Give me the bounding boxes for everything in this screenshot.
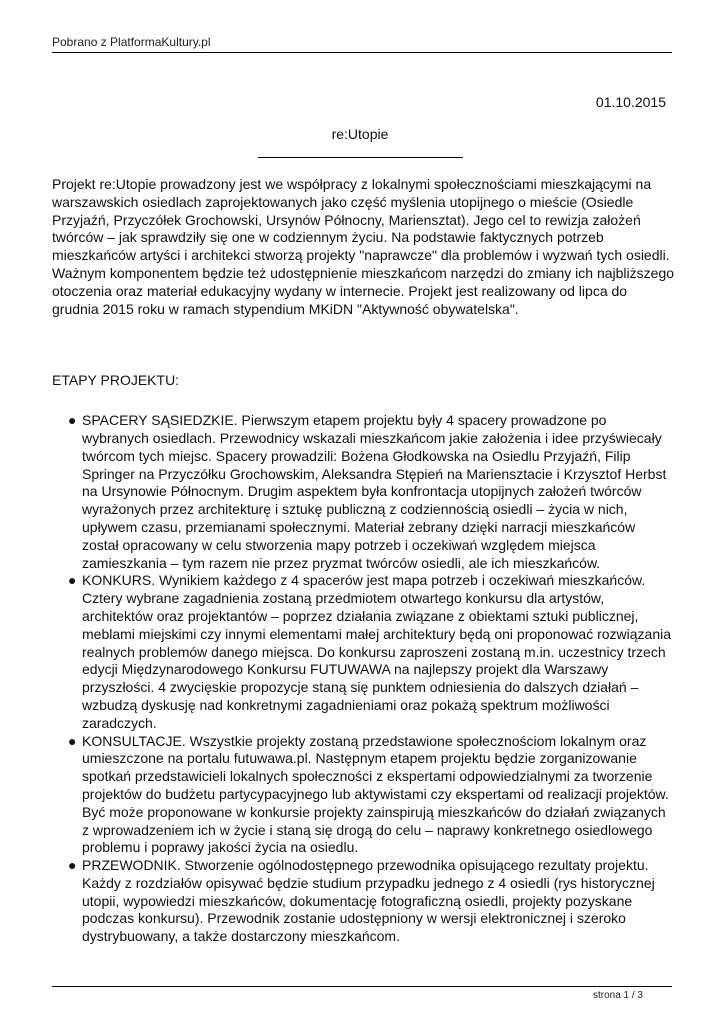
intro-paragraph: Projekt re:Utopie prowadzony jest we współpracy z lokalnymi społecznościami mieszkającymi na warszawskich osiedlach zaprojektowanych jako część myślenia utopijnego o mieście (Osiedle Przyjaźń, Przyczółek Grochowski, Ursynów Północny, Mariensztat). Jego cel to rewizja założeń twórców – jak sprawdziły się one w codziennym życiu. Na podstawie faktycznych potrzeb mieszkańców artyści i architekci stworzą projekty "naprawcze" dla problemów i wyzwań tych osiedli. Ważnym komponentem będzie też udostępnienie mieszkańcom narzędzi do zmiany ich najbliższego otoczenia oraz materiał edukacyjny wydany w internecie. Projekt jest realizowany od lipca do grudnia 2015 roku w ramach stypendium MKiDN "Aktywność obywatelska". — [52, 176, 675, 317]
list-item — [68, 732, 674, 858]
list-item — [68, 412, 674, 572]
footer-divider — [52, 986, 672, 987]
document-title: re:Utopie — [331, 126, 389, 142]
list-item-text: KONKURS. Wynikiem każdego z 4 spacerów jest mapa potrzeb i oczekiwań mieszkańców. Cztery wybrane zagadnienia zostaną przedmiotem otwartego konkursu dla artystów, architektów oraz projektantów – poprzez działania związane z obiektami sztuki publicznej, meblami miejskimi czy innymi elementami małej architektury będą oni proponować rozwiązania realnych problemów danego miejsca. Do konkursu zaproszeni zostaną m.in. uczestnicy trzech edycji Międzynarodowego Konkursu FUTUWAWA na najlepszy projekt dla Warszawy przyszłości. 4 zwycięskie propozycje staną się punktem odniesienia do dalszych działań – wzbudzą dyskusję nad konkretnymi zagadnieniami oraz pokażą spektrum możliwości zaradczych. — [82, 572, 672, 731]
document-date: 01.10.2015 — [595, 94, 666, 110]
list-item-text: KONSULTACJE. Wszystkie projekty zostaną przedstawione społecznościom lokalnym oraz umieszczone na portalu futuwawa.pl. Następnym etapem projektu będzie zorganizowanie spotkań przedstawicieli lokalnych społeczności z ekspertami odpowiedzialnymi za tworzenie projektów do budżetu partycypacyjnego lub aktywistami czy ekspertami od realizacji projektów. Być może proponowane w konkursie projekty zainspirują mieszkańców do działań związanych z wprowadzeniem ich w życie i staną się drogą do celu – naprawy konkretnego osiedlowego problemu i poprawy jakości życia na osiedlu. — [82, 732, 669, 856]
list-item-text: PRZEWODNIK. Stworzenie ogólnodostępnego przewodnika opisującego rezultaty projektu. Każdy z rozdziałów opisywać będzie studium przypadku jednego z 4 osiedli (rys historycznej utopii, wypowiedzi mieszkańców, dokumentację fotograficzną osiedli, projekty pozyskane podczas konkursu). Przewodnik zostanie udostępniony w wersji elektronicznej i szeroko dystrybuowany, a także dostarczony mieszkańcom. — [82, 857, 655, 945]
bullet-icon: ● — [68, 732, 77, 749]
list-item — [68, 572, 674, 732]
list-item — [68, 857, 674, 946]
list-item-text: SPACERY SĄSIEDZKIE. Pierwszym etapem projektu były 4 spacery prowadzone po wybranych osiedlach. Przewodnicy wskazali mieszkańcom jakie założenia i idee przyświecały twórcom tych miejsc. Spacery prowadzili: Bożena Głodkowska na Osiedlu Przyjaźń, Filip Springer na Przyczółku Grochowskim, Aleksandra Stępień na Mariensztacie i Krzysztof Herbst na Ursynowie Północnym. Drugim aspektem była konfrontacja utopijnych założeń twórców wyrażonych przez architekturę i sztukę publiczną z codziennością osiedli – życia w nich, upływem czasu, przemianami społecznymi. Materiał zebrany dzięki narracji mieszkańców został opracowany w celu stworzenia mapy potrzeb i oczekiwań względem miejsca zamieszkania – tym razem nie przez pryzmat twórców osiedli, ale ich mieszkańców. — [82, 412, 667, 571]
title-underline — [258, 157, 463, 158]
bullet-icon: ● — [68, 857, 77, 874]
section-heading: ETAPY PROJEKTU: — [52, 372, 180, 389]
project-stages-list — [52, 412, 674, 946]
document-body — [52, 176, 674, 946]
bullet-icon: ● — [68, 412, 77, 429]
bullet-icon: ● — [68, 572, 77, 589]
page-number: strona 1 / 3 — [592, 990, 643, 1001]
page-header-source: Pobrano z PlatformaKultury.pl — [52, 35, 211, 49]
header-divider — [52, 52, 672, 53]
